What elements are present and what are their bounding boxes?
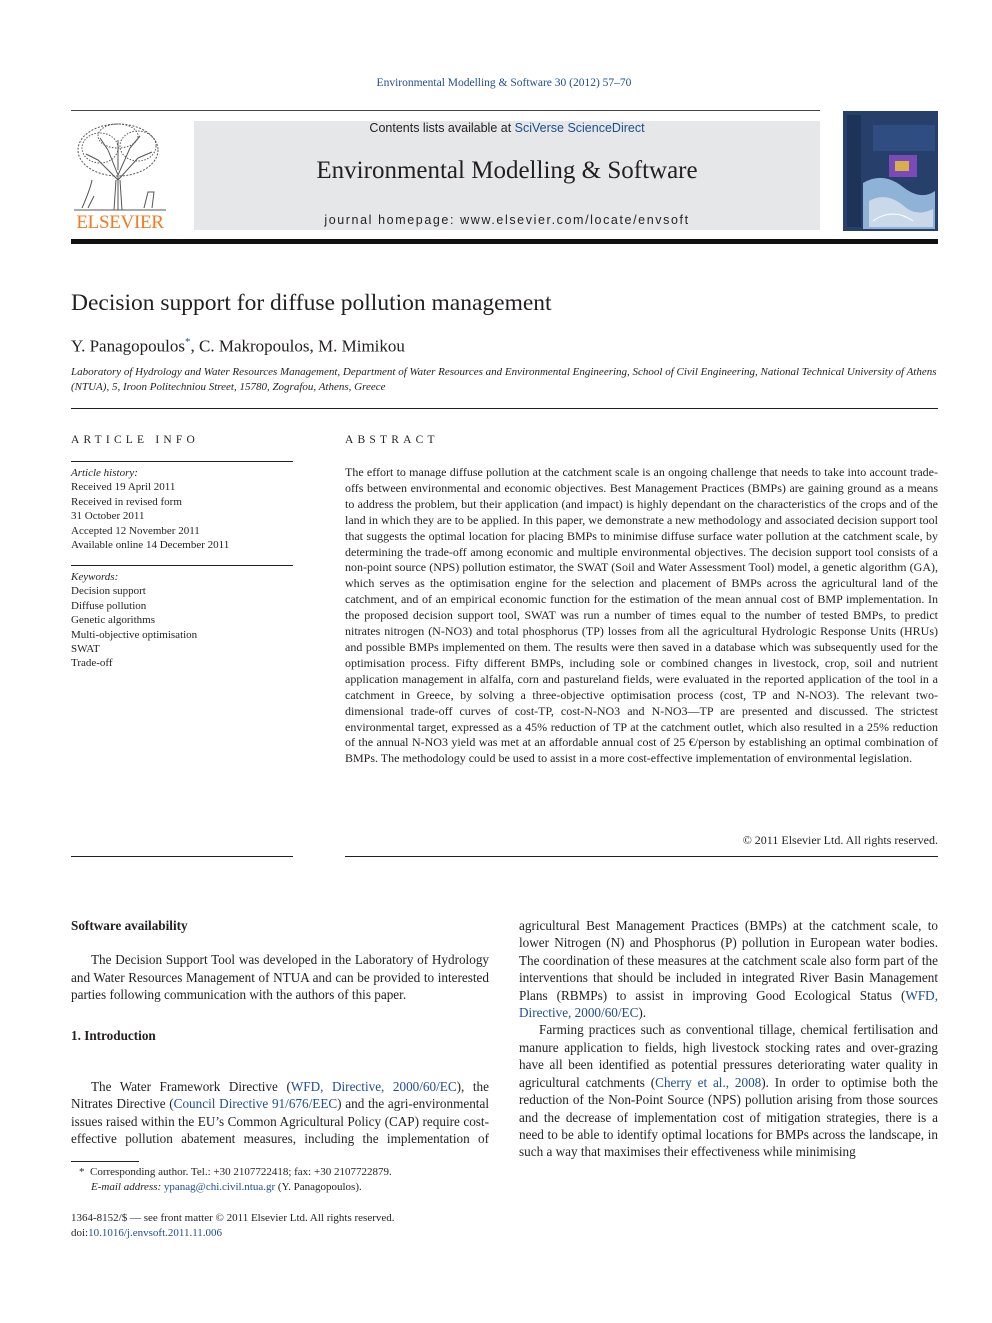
intro-text: ), the Nitrates Directive ( bbox=[71, 1079, 489, 1112]
abstract-copyright: © 2011 Elsevier Ltd. All rights reserved. bbox=[742, 833, 938, 847]
author-email-link[interactable]: ypanag@chi.civil.ntua.gr bbox=[163, 1181, 276, 1194]
intro-text: ). In order to optimise both the reduction of the Non-Point Source (NPS) pollution arising from those sources and the decrease of implementation cost of mitigation strategies, there is a need to be able to identify optimal locations for BMPs across the landscape, in such a way that maximises their effectiveness while minimising bbox=[519, 1074, 938, 1160]
footnote-mark: * bbox=[79, 1166, 85, 1178]
history-item: Available online 14 December 2011 bbox=[71, 539, 230, 552]
intro-paragraph-2 bbox=[519, 1021, 938, 1160]
elsevier-logo[interactable] bbox=[68, 120, 172, 234]
sciencedirect-link[interactable]: SciVerse ScienceDirect bbox=[514, 121, 645, 135]
author-name[interactable]: C. Makropoulos bbox=[198, 336, 310, 356]
keywords-rule bbox=[71, 565, 293, 566]
intro-paragraph-1 bbox=[71, 1078, 489, 1148]
footnote-contact: Corresponding author. Tel.: +30 2107722418; fax: +30 2107722879. bbox=[90, 1166, 392, 1178]
citation-link[interactable]: WFD, Directive, 2000/60/EC bbox=[290, 1079, 457, 1094]
journal-homepage[interactable]: journal homepage: www.elsevier.com/locate/envsoft bbox=[324, 213, 690, 227]
right-column-flow-text bbox=[519, 917, 938, 1161]
author-separator: , bbox=[190, 336, 199, 356]
right-column-viewport bbox=[519, 917, 938, 1195]
keywords bbox=[71, 570, 293, 671]
keyword-item[interactable]: Multi-objective optimisation bbox=[71, 628, 198, 641]
abstract-heading: ABSTRACT bbox=[345, 434, 439, 446]
keyword-item[interactable]: Genetic algorithms bbox=[71, 614, 156, 627]
author-name[interactable]: Y. Panagopoulos bbox=[71, 336, 185, 356]
contents-prefix: Contents lists available at bbox=[369, 121, 515, 135]
article-info-bottom-rule bbox=[71, 856, 293, 857]
doi-link[interactable]: 10.1016/j.envsoft.2011.11.006 bbox=[88, 1226, 223, 1239]
intro-text: Farming practices such as conventional tillage, chemical fertilisation and manure application to fields, high livestock stocking rates and over-grazing have all been identified as potential pressures deteriorating water quality in agricultural catchments ( bbox=[519, 1022, 938, 1090]
body-left-column bbox=[71, 917, 489, 1044]
author-list bbox=[71, 336, 405, 357]
title-divider bbox=[71, 408, 938, 409]
citation-link[interactable]: Cherry et al., 2008 bbox=[655, 1074, 762, 1090]
page-footer bbox=[71, 1211, 501, 1240]
citation-link[interactable]: Council Directive 91/676/EEC bbox=[173, 1096, 338, 1112]
history-item: 31 October 2011 bbox=[71, 510, 145, 523]
article-title: Decision support for diffuse pollution management bbox=[71, 290, 552, 316]
history-item: Received in revised form bbox=[71, 495, 182, 508]
intro-paragraph-1-part-a bbox=[71, 1078, 489, 1148]
article-info-rule bbox=[71, 461, 293, 462]
cover-art-icon bbox=[843, 111, 938, 231]
header-divider bbox=[71, 110, 820, 111]
keyword-item[interactable]: Trade-off bbox=[71, 657, 113, 670]
corresponding-author-footnote bbox=[71, 1165, 501, 1195]
journal-cover-thumbnail[interactable] bbox=[843, 111, 938, 231]
email-owner: (Y. Panagopoulos). bbox=[275, 1181, 362, 1194]
intro-paragraph-1-continued bbox=[519, 917, 938, 1021]
abstract-bottom-rule bbox=[345, 856, 938, 857]
elsevier-wordmark: ELSEVIER bbox=[76, 212, 164, 233]
software-availability-text: The Decision Support Tool was developed in the Laboratory of Hydrology and Water Resources Management of NTUA and can be provided to interested parties following communication with the authors of this paper. bbox=[71, 952, 489, 1003]
elsevier-tree-icon bbox=[68, 120, 172, 212]
header-thick-rule bbox=[71, 239, 938, 244]
history-item: Received 19 April 2011 bbox=[71, 481, 176, 494]
issn-line: 1364-8152/$ — see front matter © 2011 Elsevier Ltd. All rights reserved. bbox=[71, 1212, 395, 1224]
doi-label: doi: bbox=[71, 1226, 89, 1239]
author-separator: , bbox=[309, 336, 318, 356]
keyword-item[interactable]: SWAT bbox=[71, 643, 100, 656]
contents-line bbox=[194, 121, 820, 135]
affiliation: Laboratory of Hydrology and Water Resources Management, Department of Water Resources and Environmental Engineering, School of Civil Engineering, National Technical University of Athens (NTUA), 5, Iroon Politechniou Street, 15780, Zografou, Athens, Greece bbox=[71, 366, 937, 393]
abstract-text: The effort to manage diffuse pollution at the catchment scale is an ongoing challenge that needs to take into account trade-offs between environmental and economic objectives. Best Management Practices (BMPs) are gaining ground as a means to address the problem, but their application (and impact) is highly dependant on the characteristics of the crops and of the land in which they are to be applied. In this paper, we demonstrate a new methodology and associated decision support tool that suggests the optimal location for placing BMPs to minimise diffuse surface water pollution at the catchment scale, by determining the trade-off among economic and multiple environmental objectives. The decision support tool consists of a non-point source (NPS) pollution estimator, the SWAT (Soil and Water Assessment Tool) model, a genetic algorithm (GA), which serves as the optimisation engine for the selection and placement of BMPs across the agricultural land of the catchment, and of an empirical economic function for the estimation of the mean annual cost of BMP implementation. In the proposed decision support tool, SWAT was run a number of times equal to the number of tested BMPs, to predict nitrates nitrogen (N-NO3) and total phosphorus (TP) losses from all the agricultural Hydrologic Response Units (HRUs) and possible BMPs implemented on them. The results were then saved in a database which was subsequently used for the optimisation process. Fifty different BMPs, including sole or combined changes in livestock, crop, soil and nutrient application management in alfalfa, corn and pastureland fields, were evaluated in the reported application of the tool in a catchment in Greece, by solving a three-objective optimisation process (cost, TP and N-NO3). The relevant two-dimensional trade-off curves of cost-TP, cost-N-NO3 and N-NO3—TP are presented and discussed. The strictest environmental target, expressed as a 45% reduction of TP at the catchment outlet, which also resulted in a 25% reduction of the annual N-NO3 yield was met at an affordable annual cost of 25 €/person by establishing an optimal combination of BMPs. The methodology could be used to assist in a more cost-effective implementation of environmental legislation. bbox=[345, 465, 938, 766]
keyword-item[interactable]: Decision support bbox=[71, 585, 146, 598]
article-info-heading: ARTICLE INFO bbox=[71, 434, 199, 446]
keyword-item[interactable]: Diffuse pollution bbox=[71, 599, 147, 612]
journal-title[interactable]: Environmental Modelling & Software bbox=[316, 157, 698, 184]
corresponding-author-mark[interactable]: * bbox=[184, 336, 191, 348]
intro-text: The Water Framework Directive ( bbox=[91, 1079, 291, 1094]
email-label: E-mail address: bbox=[91, 1181, 164, 1194]
intro-text: ) and the agri-environmental issues raised within the EU’s Common Agricultural Policy (CAP) require cost-effective pollution abatement measures, including the implementation of bbox=[71, 1096, 489, 1147]
citation-link[interactable]: WFD, Directive, 2000/60/EC bbox=[519, 987, 938, 1021]
journal-citation[interactable]: Environmental Modelling & Software 30 (2012) 57–70 bbox=[376, 77, 632, 89]
keywords-label: Keywords: bbox=[71, 571, 119, 583]
history-item: Accepted 12 November 2011 bbox=[71, 524, 200, 537]
author-name[interactable]: M. Mimikou bbox=[317, 336, 405, 356]
intro-text: agricultural Best Management Practices (BMPs) at the catchment scale, to lower Nitrogen (N) and Phosphorus (P) pollution in European water bodies. The coordination of these measures at the catchment scale also form part of the interventions that should be included in integrated River Basin Management Plans (RBMPs) to assist in improving Good Ecological Status ( bbox=[519, 918, 938, 1003]
introduction-heading: 1. Introduction bbox=[71, 1027, 156, 1043]
article-history bbox=[71, 466, 293, 552]
software-availability-heading: Software availability bbox=[71, 918, 188, 933]
body-right-column-text bbox=[519, 917, 938, 1195]
footnote-rule bbox=[71, 1161, 139, 1162]
intro-text: ). bbox=[638, 1005, 647, 1021]
article-history-label: Article history: bbox=[71, 467, 138, 479]
